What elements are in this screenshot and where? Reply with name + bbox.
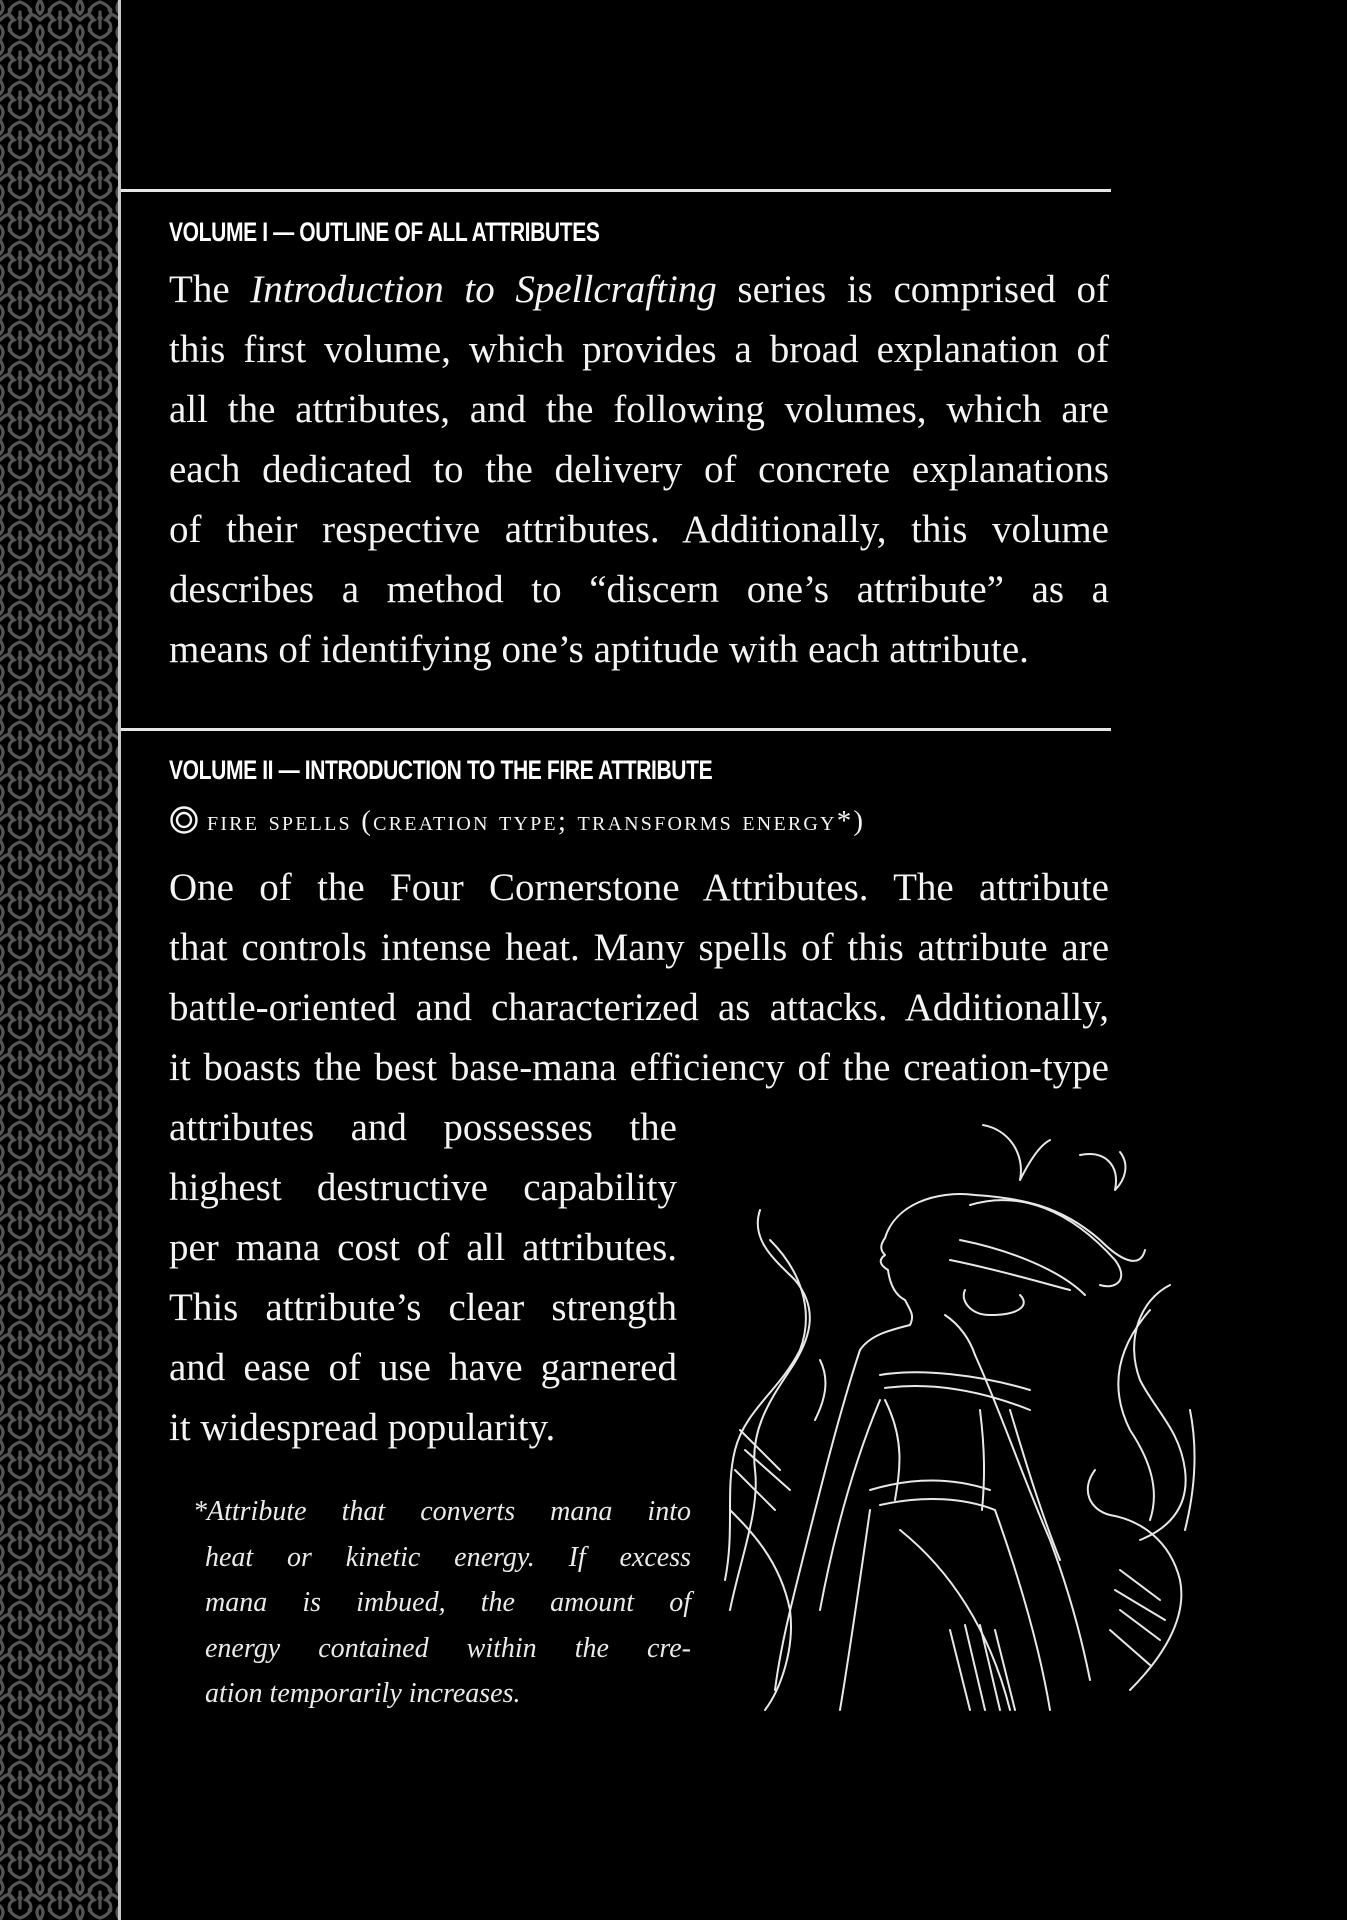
- footnote-line: mana is imbued, the amount of: [205, 1587, 691, 1618]
- volume-1-heading: VOLUME I — OUTLINE OF ALL ATTRIBUTES: [169, 217, 600, 247]
- footnote-line: energy contained within the cre-: [205, 1632, 691, 1664]
- double-circle-icon: [169, 805, 199, 835]
- series-title: Introduction to Spellcrafting: [250, 268, 717, 311]
- volume-1-line: describes a method to “discern one’s attribute” as a: [169, 568, 1109, 611]
- footnote-line: *Attribute that converts mana into: [193, 1496, 691, 1527]
- volume-1-line: means of identifying one’s aptitude with each attribute.: [169, 628, 1029, 671]
- volume-1-line: this first volume, which provides a broad explanation of: [169, 328, 1109, 371]
- volume-1-line: of their respective attributes. Additionally, this volume: [169, 508, 1109, 551]
- volume-2-line: One of the Four Cornerstone Attributes. The attribute: [169, 866, 1109, 909]
- ornament-pattern-icon: [0, 0, 118, 1920]
- volume-2-subtitle: [169, 805, 865, 838]
- volume-2-line: This attribute’s clear strength: [169, 1286, 677, 1329]
- fire-woman-illustration-icon: [720, 1110, 1200, 1720]
- volume-2-line: highest destructive capability: [169, 1166, 677, 1209]
- volume-1-line: The Introduction to Spellcrafting series is comprised of: [169, 268, 1109, 311]
- volume-2-line: it boasts the best base-mana efficiency of the creation-type: [169, 1046, 1109, 1089]
- ornamental-border: [0, 0, 118, 1920]
- border-divider-line: [118, 0, 121, 1920]
- volume-2-line: that controls intense heat. Many spells of this attribute are: [169, 926, 1109, 969]
- section-rule-volume-2: [121, 728, 1111, 731]
- volume-2-line: it widespread popularity.: [169, 1406, 556, 1449]
- volume-2-line: per mana cost of all attributes.: [169, 1226, 677, 1269]
- volume-2-line: and ease of use have garnered: [169, 1346, 677, 1389]
- footnote-line: ation temporarily increases.: [205, 1678, 521, 1709]
- volume-2-line: attributes and possesses the: [169, 1106, 677, 1149]
- volume-1-body: [169, 260, 1109, 680]
- volume-2-line: battle-oriented and characterized as attacks. Additionally,: [169, 986, 1109, 1029]
- section-rule-volume-1: [121, 189, 1111, 192]
- volume-1-line: all the attributes, and the following volumes, which are: [169, 388, 1109, 431]
- volume-2-heading: VOLUME II — INTRODUCTION TO THE FIRE ATTRIBUTE: [169, 755, 713, 785]
- footnote-line: heat or kinetic energy. If excess: [205, 1541, 691, 1573]
- volume-1-line: each dedicated to the delivery of concrete explanations: [169, 448, 1109, 491]
- subtitle-text: fire spells (creation type; transforms energy*): [207, 805, 866, 837]
- footnote: [193, 1489, 691, 1717]
